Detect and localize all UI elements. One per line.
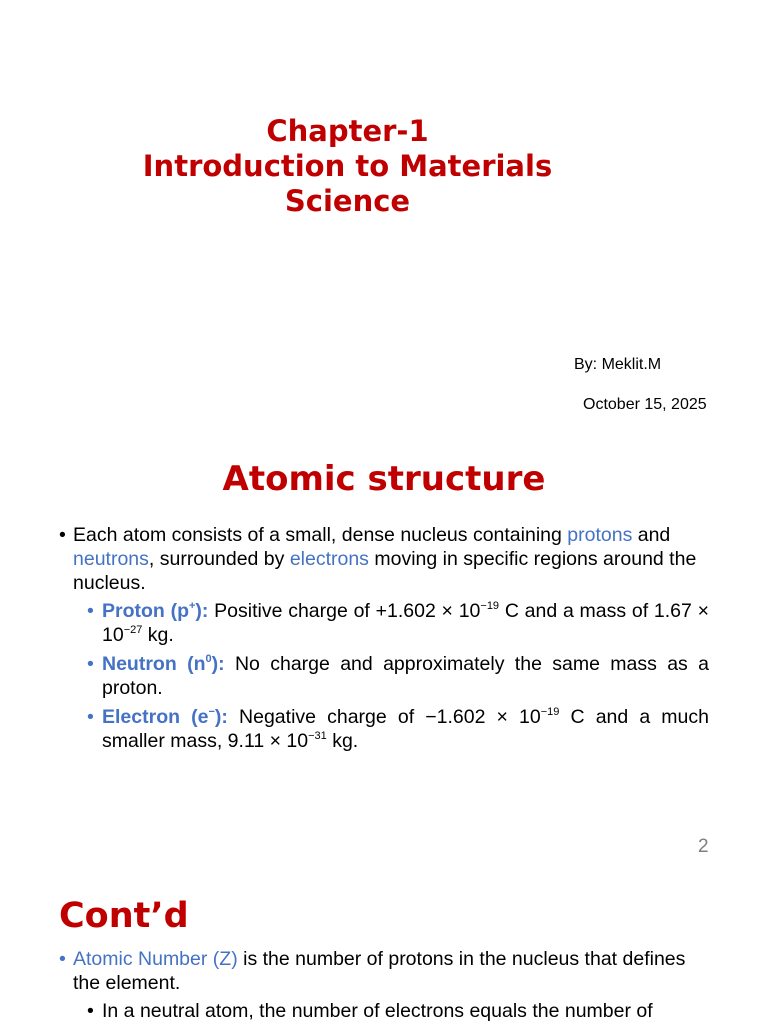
neutron-term [102,653,225,675]
keyword-neutrons: neutrons [73,548,149,570]
term-text: Proton (p [102,600,189,622]
atomic-structure-heading: Atomic structure [222,459,546,499]
title-line-2: Introduction to Materials [142,149,553,183]
atomic-number-bullet [59,947,709,995]
title-line-3: Science [284,184,411,218]
bullet-icon: • [87,706,94,728]
bullet-text: kg. [142,624,174,646]
author-label: By: Meklit.M [574,356,662,373]
electron-term [102,706,228,728]
bullet-text: C and a mass of 1.67 × 10 [102,600,709,646]
neutron-bullet [59,652,709,700]
atomic-structure-content [59,523,709,758]
term-superscript: 0 [205,652,212,665]
term-superscript: + [188,599,196,612]
term-text: Neutron (n [102,653,206,675]
exponent: −19 [480,599,500,612]
chapter-title [90,114,605,219]
term-superscript: − [208,705,215,718]
bullet-text: kg. [326,730,359,752]
contd-heading: Cont’d [59,896,189,936]
keyword-protons: protons [567,524,633,546]
bullet-icon: • [87,1000,94,1022]
neutral-atom-bullet [59,999,709,1023]
proton-bullet [59,599,709,647]
exponent: −19 [540,705,560,718]
bullet-text: and [632,524,671,546]
keyword-atomic-number: Atomic Number (Z) [73,948,238,970]
term-text: ): [214,706,228,728]
bullet-icon: • [59,524,66,546]
term-text: ): [211,653,225,675]
date-label: October 15, 2025 [583,396,707,413]
bullet-text: moving in specific regions around the nucleus. [73,548,697,594]
term-text: ): [195,600,209,622]
bullet-text: is the number of protons in the nucleus that defines the element. [73,948,686,994]
bullet-text: Positive charge of +1.602 × 10 [208,600,481,622]
bullet-icon: • [87,653,94,675]
main-bullet [59,523,709,595]
bullet-text: No charge and approximately the same mass as a proton. [102,653,709,699]
bullet-icon: • [87,600,94,622]
electron-bullet [59,705,709,753]
title-line-1: Chapter-1 [266,114,429,148]
keyword-electrons: electrons [289,548,369,570]
term-text: Electron (e [102,706,209,728]
bullet-text: Negative charge of −1.602 × 10 [227,706,541,728]
exponent: −27 [123,623,143,636]
proton-term [102,600,208,622]
bullet-text: Each atom consists of a small, dense nucleus containing [73,524,568,546]
bullet-text: , surrounded by [148,548,290,570]
contd-content [59,947,709,1023]
page-number: 2 [698,836,709,857]
bullet-text: C and a much smaller mass, 9.11 × 10 [102,706,709,752]
bullet-icon: • [59,948,66,970]
bullet-text: In a neutral atom, the number of electrons equals the number of [102,1000,653,1022]
exponent: −31 [308,729,327,742]
